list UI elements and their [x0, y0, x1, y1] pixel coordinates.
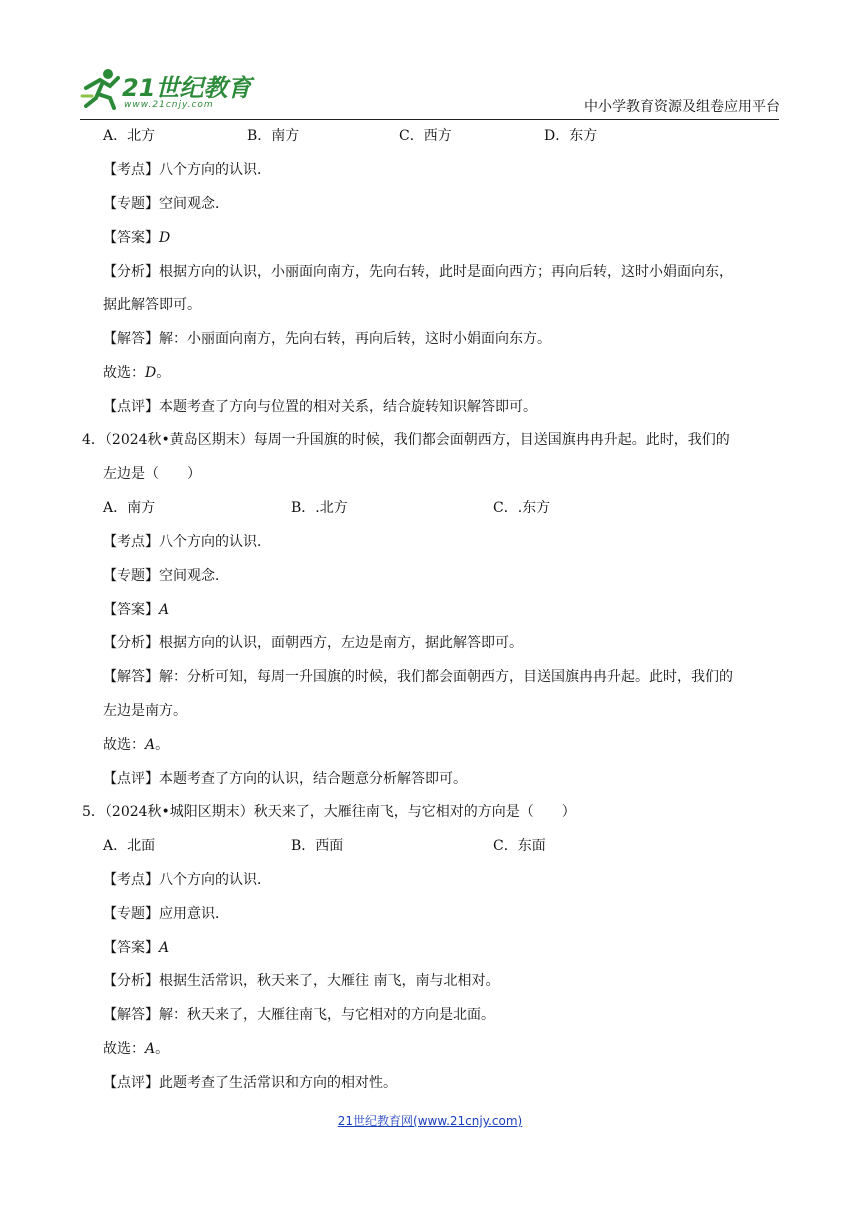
- q4-option-c: C．.东方: [493, 500, 551, 516]
- gu-label: 故选：: [103, 365, 145, 381]
- q3-jieda: 【解答】解：小丽面向南方，先向右转，再向后转，这时小娟面向东方。: [103, 331, 551, 347]
- q3-answer: [103, 229, 170, 247]
- gu-value: A: [145, 737, 156, 753]
- q5-fenxi: 【分析】根据生活常识，秋天来了，大雁往 南飞，南与北相对。: [103, 973, 500, 989]
- gu-suffix: 。: [156, 365, 171, 381]
- q5-answer: [103, 939, 169, 957]
- runner-icon: [80, 66, 124, 110]
- answer-value: A: [159, 940, 170, 956]
- q4-gu-xuan: [103, 736, 169, 754]
- q4-zhuanti: 【专题】空间观念．: [103, 568, 229, 584]
- q4-dianping: 【点评】本题考查了方向的认识，结合题意分析解答即可。: [103, 771, 467, 787]
- q3-kaodian: 【考点】八个方向的认识．: [103, 162, 271, 178]
- page-header: [80, 66, 780, 120]
- logo-text: 21世纪教育: [122, 74, 252, 102]
- q5-zhuanti: 【专题】应用意识．: [103, 906, 229, 922]
- q3-option-c: C．西方: [399, 128, 452, 144]
- answer-label: 【答案】: [103, 940, 159, 956]
- q4-option-b: B．.北方: [291, 500, 348, 516]
- header-divider: [80, 119, 779, 120]
- logo-url: www.21cnjy.com: [124, 100, 214, 110]
- header-platform-name: 中小学教育资源及组卷应用平台: [584, 99, 780, 115]
- q4-option-a: A．南方: [103, 500, 156, 516]
- q4-jieda-line2: 左边是南方。: [103, 703, 187, 719]
- answer-value: A: [159, 602, 170, 618]
- q5-kaodian: 【考点】八个方向的认识．: [103, 872, 271, 888]
- q4-stem-line1: 4．（2024秋•黄岛区期末）每周一升国旗的时候，我们都会面朝西方，目送国旗冉冉升起。此时，我们的: [82, 432, 730, 448]
- q4-jieda-line1: 【解答】解：分析可知，每周一升国旗的时候，我们都会面朝西方，目送国旗冉冉升起。此时，我们的: [103, 669, 733, 685]
- answer-label: 【答案】: [103, 602, 159, 618]
- q3-gu-xuan: [103, 364, 170, 382]
- q3-dianping: 【点评】本题考查了方向与位置的相对关系，结合旋转知识解答即可。: [103, 399, 537, 415]
- q5-dianping: 【点评】此题考查了生活常识和方向的相对性。: [103, 1075, 397, 1091]
- q5-option-c: C．东面: [493, 838, 546, 854]
- answer-label: 【答案】: [103, 230, 159, 246]
- q5-option-a: A．北面: [103, 838, 156, 854]
- q3-zhuanti: 【专题】空间观念．: [103, 196, 229, 212]
- q3-option-a: A．北方: [103, 128, 156, 144]
- q4-kaodian: 【考点】八个方向的认识．: [103, 534, 271, 550]
- q5-stem: 5．（2024秋•城阳区期末）秋天来了，大雁往南飞，与它相对的方向是（ ）: [82, 804, 576, 820]
- gu-value: D: [145, 365, 157, 381]
- gu-value: A: [145, 1041, 156, 1057]
- gu-label: 故选：: [103, 1041, 145, 1057]
- q5-gu-xuan: [103, 1040, 169, 1058]
- q5-jieda: 【解答】解：秋天来了，大雁往南飞，与它相对的方向是北面。: [103, 1007, 495, 1023]
- q5-option-b: B．西面: [291, 838, 344, 854]
- answer-value: D: [159, 230, 171, 246]
- q3-option-d: D．东方: [544, 128, 598, 144]
- gu-suffix: 。: [155, 737, 170, 753]
- site-logo[interactable]: [80, 66, 260, 118]
- footer-link[interactable]: 21世纪教育网(www.21cnjy.com): [337, 1114, 523, 1128]
- q3-fenxi-line1: 【分析】根据方向的认识，小丽面向南方，先向右转，此时是面向西方；再向后转，这时小娟面向东，: [103, 264, 733, 280]
- q4-fenxi: 【分析】根据方向的认识，面朝西方，左边是南方，据此解答即可。: [103, 635, 523, 651]
- gu-label: 故选：: [103, 737, 145, 753]
- gu-suffix: 。: [155, 1041, 170, 1057]
- q4-stem-line2: 左边是（ ）: [103, 466, 201, 482]
- q3-option-b: B．南方: [247, 128, 300, 144]
- q4-answer: [103, 601, 169, 619]
- q3-fenxi-line2: 据此解答即可。: [103, 297, 201, 313]
